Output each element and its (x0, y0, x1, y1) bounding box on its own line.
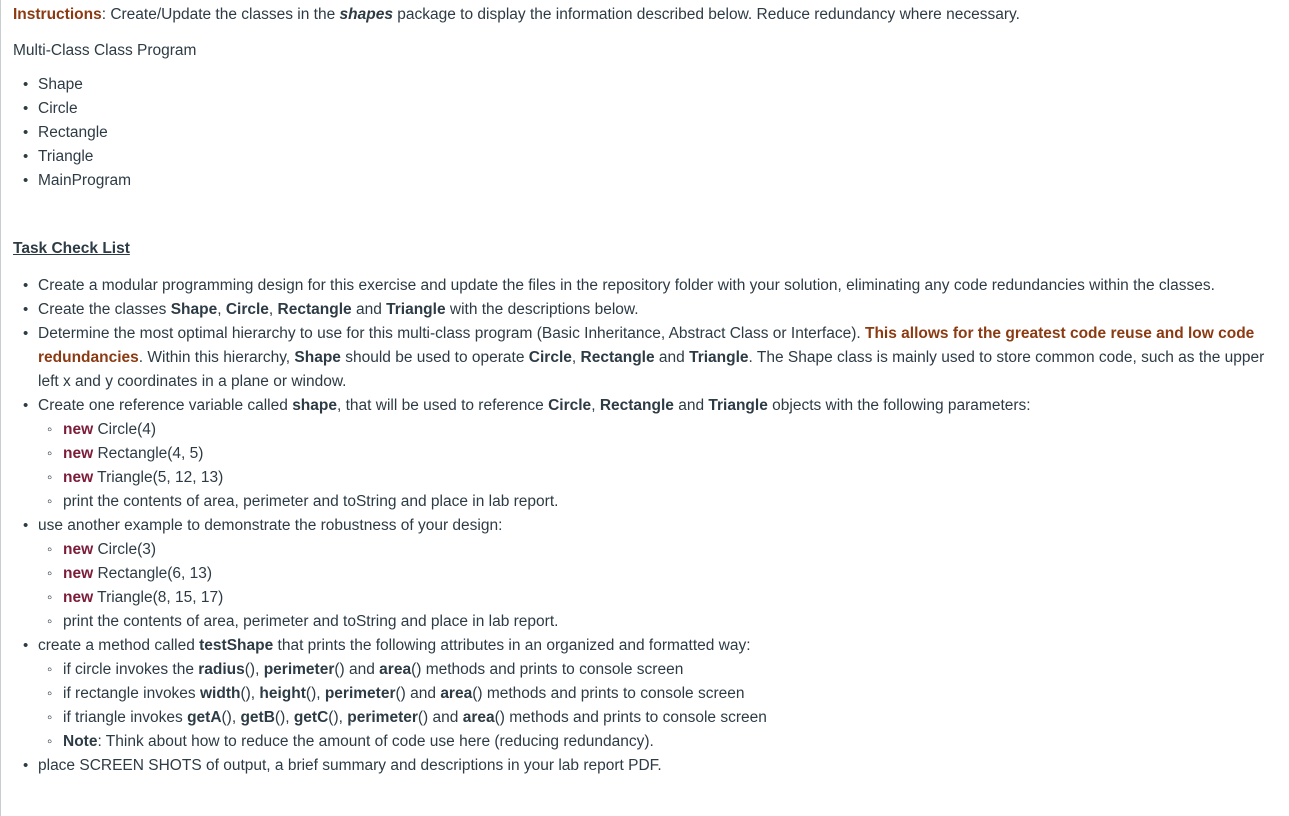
class-name: Shape (294, 349, 341, 366)
separator: (), (328, 709, 348, 726)
sublist-item (63, 682, 1285, 706)
task-item (38, 322, 1285, 394)
assignment-content (13, 5, 1285, 778)
method-name: area (462, 709, 495, 726)
constructor-call: Rectangle(6, 13) (93, 565, 213, 582)
separator: and (654, 349, 690, 366)
method-name: height (259, 685, 306, 702)
instructions-text: : Create/Update the classes in the (101, 6, 340, 23)
sublist (38, 538, 1285, 634)
method-name: area (440, 685, 473, 702)
instructions-paragraph (13, 5, 1285, 25)
sublist-item (63, 418, 1285, 442)
task-text: , that will be used to reference (337, 397, 549, 414)
task-item (38, 394, 1285, 514)
task-text: use another example to demonstrate the robustness of your design: (38, 517, 503, 534)
task-item (38, 514, 1285, 634)
task-item (38, 754, 1285, 778)
sublist-item: ◦ print the contents of area, perimeter and toString and place in lab report. (63, 490, 1285, 514)
separator: , (217, 301, 226, 318)
package-name: shapes (339, 6, 393, 23)
task-text: that prints the following attributes in an organized and formatted way: (273, 637, 751, 654)
instructions-text-end: package to display the information described below. Reduce redundancy where necessary. (392, 6, 1020, 23)
separator: and (351, 301, 387, 318)
task-text: if triangle invokes (63, 709, 188, 726)
variable-name: shape (292, 397, 337, 414)
class-list (13, 73, 1285, 193)
separator: (), (221, 709, 241, 726)
keyword-new: new (63, 445, 94, 462)
note-label: Note (63, 733, 98, 750)
separator: and (673, 397, 709, 414)
class-name: Circle (225, 301, 269, 318)
class-name: Rectangle (277, 301, 352, 318)
task-checklist-heading: Task Check List (13, 240, 130, 257)
separator: (), (274, 709, 294, 726)
constructor-call: Rectangle(4, 5) (93, 445, 204, 462)
method-name: testShape (199, 637, 274, 654)
sublist-item: ◦ print the contents of area, perimeter and toString and place in lab report. (63, 610, 1285, 634)
list-item: • Rectangle (38, 121, 1285, 145)
task-text: Create one reference variable called (38, 397, 293, 414)
task-list (13, 274, 1285, 778)
sublist (38, 658, 1285, 754)
task-text: if rectangle invokes (63, 685, 200, 702)
task-text: should be used to operate (340, 349, 529, 366)
keyword-new: new (63, 589, 94, 606)
sublist-item (63, 466, 1285, 490)
task-text: Create a modular programming design for this exercise and update the files in the repository folder with your solution, eliminating any code redundancies within the classes. (38, 277, 1215, 294)
separator: () and (417, 709, 463, 726)
class-name: Circle (548, 397, 592, 414)
sublist-item (63, 442, 1285, 466)
program-subtitle: Multi-Class Class Program (13, 42, 197, 59)
task-text: () methods and prints to console screen (472, 685, 745, 702)
task-text: Determine the most optimal hierarchy to use for this multi-class program (Basic Inheritance, Abstract Class or Interface). (38, 325, 865, 342)
task-item (38, 298, 1285, 322)
separator: (), (244, 661, 264, 678)
task-text: . Within this hierarchy, (138, 349, 295, 366)
sublist-item (63, 538, 1285, 562)
method-name: perimeter (324, 685, 396, 702)
class-name: Triangle (689, 349, 749, 366)
task-text: objects with the following parameters: (767, 397, 1031, 414)
separator: (), (305, 685, 325, 702)
task-text: create a method called (38, 637, 200, 654)
constructor-call: Circle(3) (93, 541, 157, 558)
separator: , (268, 301, 278, 318)
task-text: () methods and prints to console screen (411, 661, 684, 678)
task-text: place SCREEN SHOTS of output, a brief summary and descriptions in your lab report PDF. (38, 757, 662, 774)
task-item (38, 274, 1285, 298)
sublist-item (63, 706, 1285, 730)
method-name: getA (187, 709, 222, 726)
note-text: : Think about how to reduce the amount of code use here (reducing redundancy). (97, 733, 654, 750)
task-item (38, 634, 1285, 754)
task-text: () methods and prints to console screen (494, 709, 767, 726)
class-name: Rectangle (599, 397, 674, 414)
sublist-item (63, 658, 1285, 682)
constructor-call: Triangle(5, 12, 13) (93, 469, 224, 486)
method-name: perimeter (263, 661, 335, 678)
list-item: • Circle (38, 97, 1285, 121)
class-name: Shape (170, 301, 218, 318)
sublist (38, 418, 1285, 514)
method-name: getC (293, 709, 329, 726)
separator: (), (240, 685, 260, 702)
task-text: Create the classes (38, 301, 171, 318)
instructions-label: Instructions (13, 6, 102, 23)
task-text: . The Shape class is mainly used to store common code, such as the upper left x and y coordinates in a plane or window. (38, 349, 1265, 390)
separator: , (571, 349, 581, 366)
method-name: width (200, 685, 241, 702)
class-name: Circle (528, 349, 572, 366)
list-item: • Triangle (38, 145, 1285, 169)
sublist-item (63, 586, 1285, 610)
class-name: Triangle (386, 301, 446, 318)
separator: () and (395, 685, 441, 702)
method-name: getB (240, 709, 275, 726)
list-item: • Shape (38, 73, 1285, 97)
constructor-call: Triangle(8, 15, 17) (93, 589, 224, 606)
keyword-new: new (63, 421, 94, 438)
class-name: Triangle (708, 397, 768, 414)
class-name: Rectangle (580, 349, 655, 366)
task-text: if circle invokes the (63, 661, 199, 678)
constructor-call: Circle(4) (93, 421, 157, 438)
task-text: with the descriptions below. (445, 301, 639, 318)
sublist-item (63, 562, 1285, 586)
keyword-new: new (63, 565, 94, 582)
keyword-new: new (63, 469, 94, 486)
sublist-item (63, 730, 1285, 754)
method-name: area (379, 661, 412, 678)
highlight-text: This allows for the greatest code reuse and low code redundancies (38, 325, 1255, 366)
separator: , (591, 397, 600, 414)
method-name: radius (198, 661, 245, 678)
keyword-new: new (63, 541, 94, 558)
method-name: perimeter (347, 709, 418, 726)
list-item: • MainProgram (38, 169, 1285, 193)
separator: () and (334, 661, 380, 678)
